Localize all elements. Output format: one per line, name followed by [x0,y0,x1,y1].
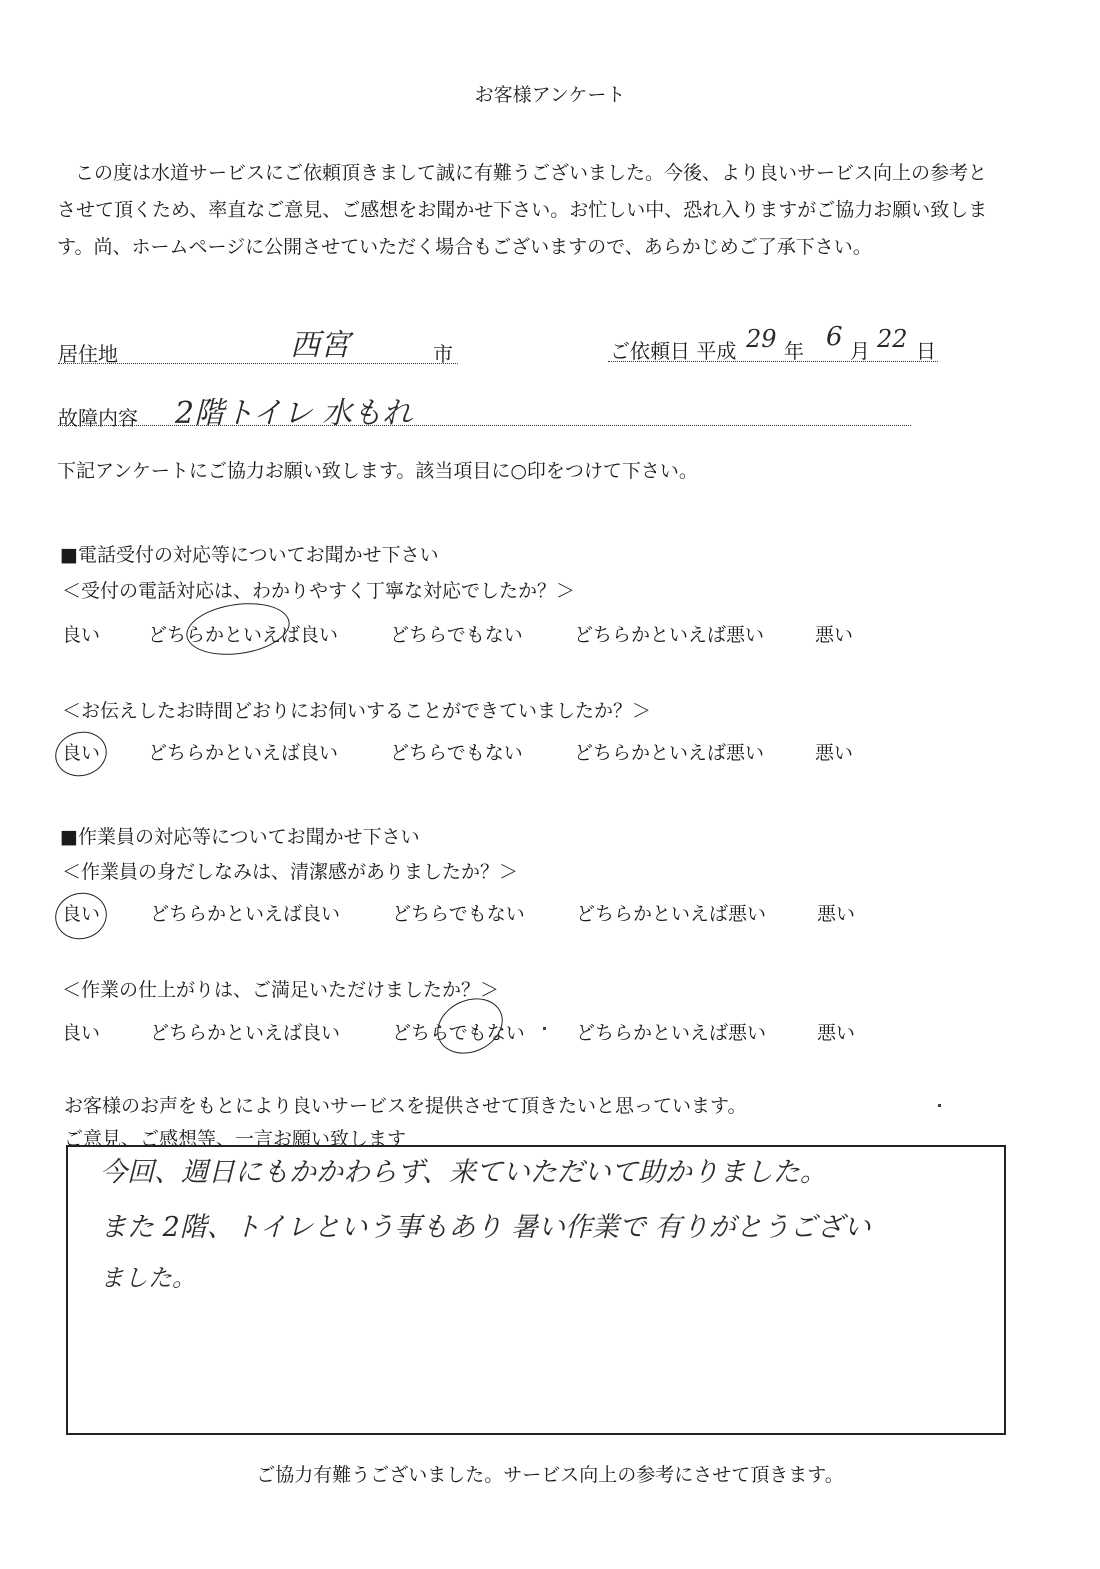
residence-underline [58,363,458,364]
option-bad[interactable]: 悪い [817,1022,856,1044]
option-good[interactable]: 良い [62,624,101,646]
option-good[interactable]: 良い [62,742,101,764]
instruction-text: 下記アンケートにご協力お願い致します。該当項目に○印をつけて下さい。 [57,460,698,482]
intro-paragraph [57,155,1007,266]
selection-circle [183,597,293,661]
intro-line: させて頂くため、率直なご意見、ご感想をお聞かせ下さい。お忙しい中、恐れ入りますがご協力お願い致しま [57,199,988,221]
section-heading-staff: ■作業員の対応等についてお聞かせ下さい [60,826,420,848]
page-title: お客様アンケート [474,84,626,106]
option-somewhat-bad[interactable]: どちらかといえば悪い [574,624,765,646]
option-bad[interactable]: 悪い [817,903,856,925]
comment-line: 今回、週日にもかかわらず、来ていただいて助かりました。 [100,1157,827,1188]
option-somewhat-good[interactable]: どちらかといえば良い [148,624,339,646]
selection-circle [50,726,112,782]
question-work-quality: ＜作業の仕上がりは、ご満足いただけましたか？＞ [62,979,500,1001]
option-somewhat-good[interactable]: どちらかといえば良い [148,742,339,764]
request-day-unit: 日 [916,339,936,363]
request-month-value[interactable]: 6 [826,322,843,352]
request-year-value[interactable]: 29 [746,325,777,353]
request-date-label: ご依頼日 平成 [610,339,737,363]
fault-label: 故障内容 [58,406,138,430]
option-bad[interactable]: 悪い [815,624,854,646]
request-day-value[interactable]: 22 [877,325,908,353]
option-somewhat-good[interactable]: どちらかといえば良い [150,1022,341,1044]
pen-mark [543,1027,546,1030]
option-good[interactable]: 良い [62,903,101,925]
comment-line: ました。 [100,1264,196,1292]
option-somewhat-bad[interactable]: どちらかといえば悪い [576,1022,767,1044]
question-arrival-time: ＜お伝えしたお時間どおりにお伺いすることができていましたか？＞ [62,700,652,722]
selection-circle [50,887,112,945]
intro-line: この度は水道サービスにご依頼頂きまして誠に有難うございました。今後、より良いサービス向上の参考と [75,162,988,184]
option-good[interactable]: 良い [62,1022,101,1044]
comment-line: また 2階、トイレという事もあり 暑い作業で 有りがとうござい [100,1212,871,1243]
section-heading-phone: ■電話受付の対応等についてお聞かせ下さい [60,544,439,566]
footer-text: ご協力有難うございました。サービス向上の参考にさせて頂きます。 [256,1464,844,1486]
option-neutral[interactable]: どちらでもない [392,1022,525,1044]
option-neutral[interactable]: どちらでもない [390,742,523,764]
option-somewhat-good[interactable]: どちらかといえば良い [150,903,341,925]
request-month-unit: 月 [850,339,870,363]
residence-value[interactable]: 西宮 [290,328,350,363]
residence-label: 居住地 [58,342,118,366]
pen-mark [938,1104,941,1107]
fault-underline [58,425,911,426]
question-phone-politeness: ＜受付の電話対応は、わかりやすく丁寧な対応でしたか？＞ [62,580,576,602]
option-bad[interactable]: 悪い [815,742,854,764]
option-neutral[interactable]: どちらでもない [390,624,523,646]
comment-prompt: ご意見、ご感想等、一言お願い致します [64,1128,407,1150]
option-somewhat-bad[interactable]: どちらかといえば悪い [574,742,765,764]
residence-suffix: 市 [433,342,453,366]
option-somewhat-bad[interactable]: どちらかといえば悪い [576,903,767,925]
request-year-unit: 年 [784,339,804,363]
closing-text: お客様のお声をもとにより良いサービスを提供させて頂きたいと思っています。 [64,1095,747,1117]
fault-value[interactable]: 2階トイレ 水もれ [175,396,413,431]
question-appearance: ＜作業員の身だしなみは、清潔感がありましたか？＞ [62,861,519,883]
intro-line: す。尚、ホームページに公開させていただく場合もございますので、あらかじめご了承下さい。 [57,236,872,258]
request-date-underline [608,361,938,362]
option-neutral[interactable]: どちらでもない [392,903,525,925]
